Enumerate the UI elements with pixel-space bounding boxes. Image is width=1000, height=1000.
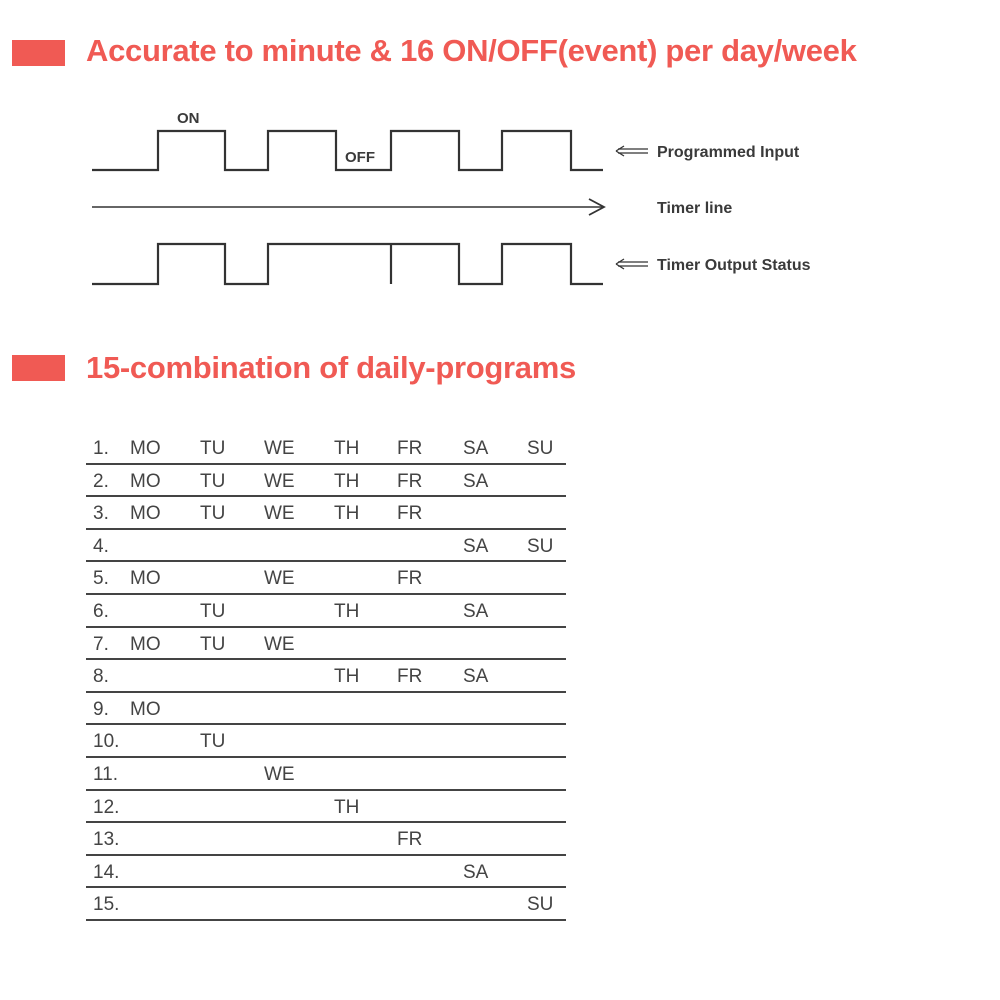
program-number: 4. bbox=[93, 535, 109, 557]
programmed-input-label: Programmed Input bbox=[657, 144, 800, 161]
left-arrow-icon bbox=[616, 146, 648, 156]
day-cell-fr: FR bbox=[397, 829, 423, 851]
day-cell-mo: MO bbox=[130, 503, 161, 525]
table-row bbox=[86, 856, 566, 889]
day-cell-we: WE bbox=[264, 763, 295, 785]
day-cell-sa: SA bbox=[463, 438, 489, 459]
timer-output-waveform bbox=[92, 244, 603, 284]
table-row bbox=[86, 530, 566, 563]
day-cell-su: SU bbox=[527, 535, 554, 557]
on-label: ON bbox=[177, 110, 200, 127]
table-row bbox=[86, 595, 566, 628]
table-row bbox=[86, 791, 566, 824]
program-number: 13. bbox=[93, 829, 120, 851]
program-number: 15. bbox=[93, 894, 120, 916]
program-number: 9. bbox=[93, 698, 109, 720]
day-cell-we: WE bbox=[264, 438, 295, 459]
table-row bbox=[86, 693, 566, 726]
timing-diagram bbox=[0, 95, 1000, 315]
day-cell-we: WE bbox=[264, 470, 295, 492]
program-number: 11. bbox=[93, 763, 119, 785]
timer-line-label: Timer line bbox=[657, 200, 733, 217]
program-number: 1. bbox=[93, 438, 109, 459]
program-number: 7. bbox=[93, 633, 109, 655]
day-cell-su: SU bbox=[527, 438, 554, 459]
left-arrow-icon bbox=[616, 259, 648, 269]
day-cell-we: WE bbox=[264, 633, 295, 655]
day-cell-we: WE bbox=[264, 503, 295, 525]
day-cell-su: SU bbox=[527, 894, 554, 916]
day-cell-th: TH bbox=[334, 796, 360, 818]
day-cell-tu: TU bbox=[200, 633, 226, 655]
day-cell-fr: FR bbox=[397, 568, 423, 590]
day-cell-sa: SA bbox=[463, 470, 489, 492]
table-row bbox=[86, 432, 566, 465]
program-number: 12. bbox=[93, 796, 120, 818]
table-row bbox=[86, 660, 566, 693]
day-cell-tu: TU bbox=[200, 600, 226, 622]
program-number: 8. bbox=[93, 666, 109, 688]
table-row bbox=[86, 497, 566, 530]
program-number: 6. bbox=[93, 600, 109, 622]
day-cell-th: TH bbox=[334, 470, 360, 492]
day-cell-fr: FR bbox=[397, 470, 423, 492]
day-cell-tu: TU bbox=[200, 470, 226, 492]
table-row bbox=[86, 888, 566, 921]
day-cell-sa: SA bbox=[463, 535, 489, 557]
table-row bbox=[86, 758, 566, 791]
day-cell-mo: MO bbox=[130, 633, 161, 655]
program-table bbox=[86, 432, 566, 921]
day-cell-tu: TU bbox=[200, 438, 226, 459]
day-cell-fr: FR bbox=[397, 503, 423, 525]
day-cell-mo: MO bbox=[130, 698, 161, 720]
day-cell-tu: TU bbox=[200, 731, 226, 753]
program-number: 10. bbox=[93, 731, 120, 753]
section-marker bbox=[12, 355, 65, 381]
program-number: 2. bbox=[93, 470, 109, 492]
off-label: OFF bbox=[345, 149, 375, 166]
day-cell-mo: MO bbox=[130, 568, 161, 590]
day-cell-th: TH bbox=[334, 666, 360, 688]
day-cell-th: TH bbox=[334, 600, 360, 622]
table-row bbox=[86, 465, 566, 498]
timer-line-arrow bbox=[92, 199, 604, 215]
timer-output-label: Timer Output Status bbox=[657, 257, 811, 274]
program-number: 5. bbox=[93, 568, 109, 590]
day-cell-mo: MO bbox=[130, 438, 161, 459]
day-cell-we: WE bbox=[264, 568, 295, 590]
day-cell-fr: FR bbox=[397, 666, 423, 688]
day-cell-tu: TU bbox=[200, 503, 226, 525]
section-title: Accurate to minute & 16 ON/OFF(event) per day/week bbox=[86, 33, 857, 68]
day-cell-th: TH bbox=[334, 503, 360, 525]
table-row bbox=[86, 725, 566, 758]
program-number: 3. bbox=[93, 503, 109, 525]
day-cell-sa: SA bbox=[463, 666, 489, 688]
table-row bbox=[86, 823, 566, 856]
day-cell-th: TH bbox=[334, 438, 360, 459]
section-title: 15-combination of daily-programs bbox=[86, 350, 576, 385]
table-row bbox=[86, 562, 566, 595]
day-cell-sa: SA bbox=[463, 600, 489, 622]
day-cell-sa: SA bbox=[463, 861, 489, 883]
table-row bbox=[86, 628, 566, 661]
section-marker bbox=[12, 40, 65, 66]
day-cell-mo: MO bbox=[130, 470, 161, 492]
day-cell-fr: FR bbox=[397, 438, 423, 459]
program-number: 14. bbox=[93, 861, 120, 883]
